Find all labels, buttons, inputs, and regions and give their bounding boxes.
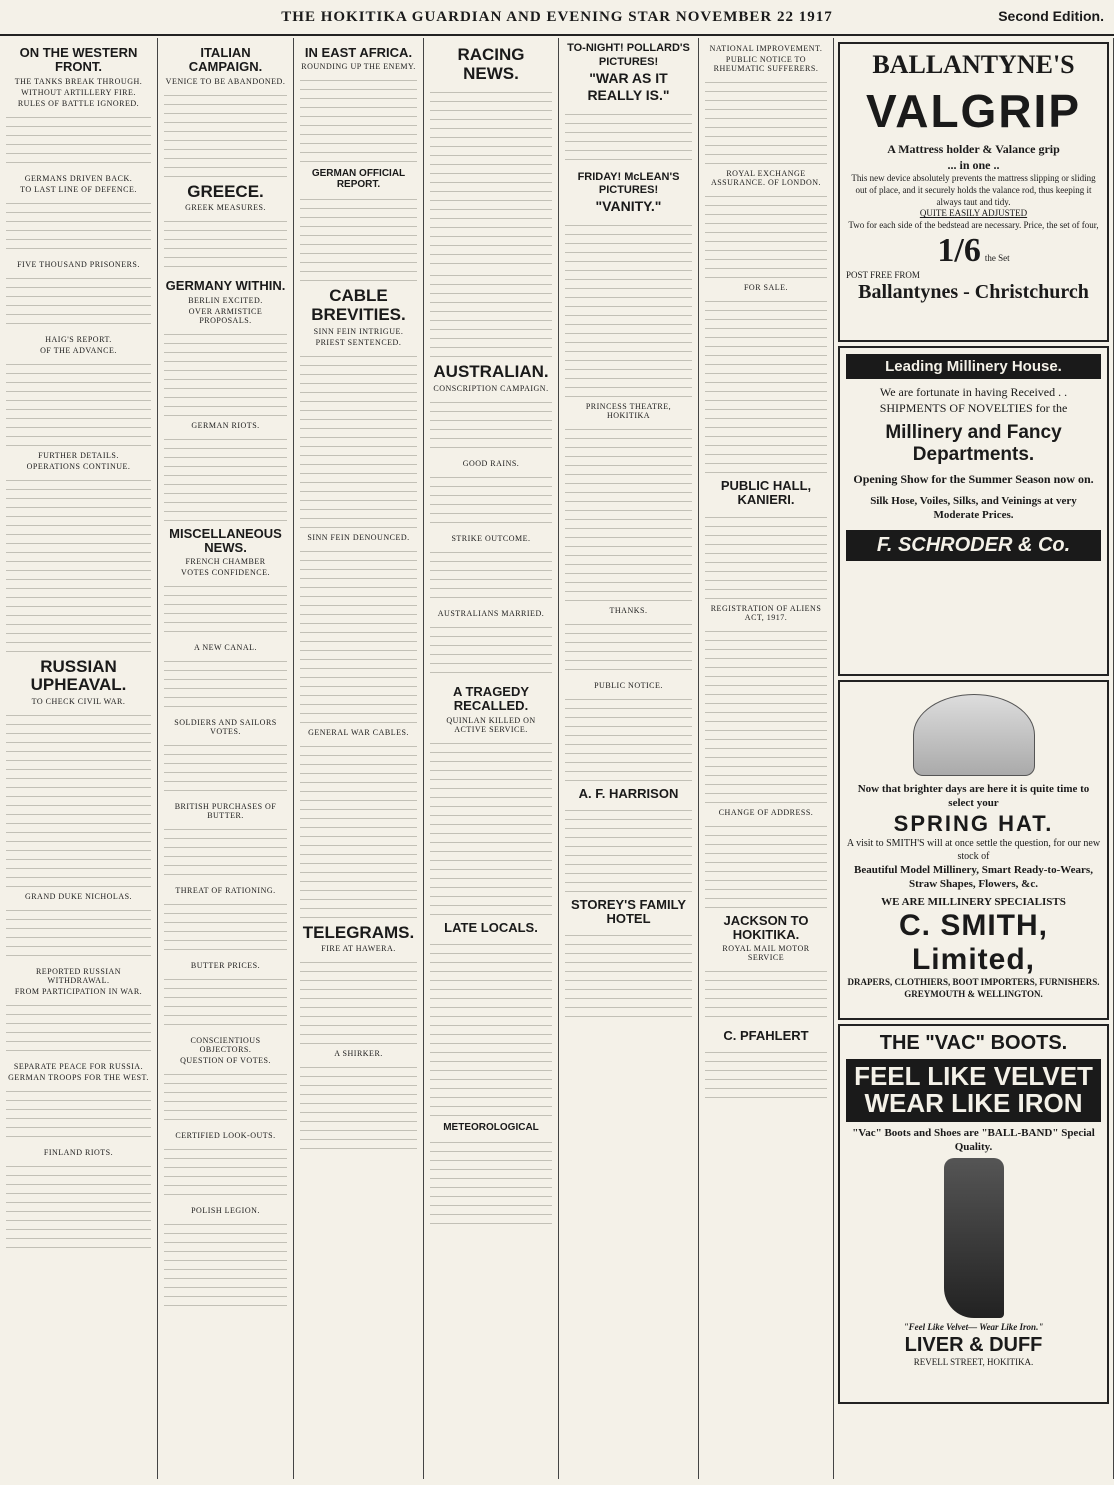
headline-australian: AUSTRALIAN. (433, 362, 549, 382)
column-5 (559, 38, 699, 1479)
article-text (430, 546, 552, 606)
article-text (705, 511, 827, 601)
subhead: GENERAL WAR CABLES. (308, 727, 409, 737)
subhead: GOOD RAINS. (462, 459, 520, 469)
column-2 (158, 38, 294, 1479)
subhead: WITHOUT ARTILLERY FIRE. (21, 87, 136, 97)
headline-western-front: ON THE WESTERN FRONT. (19, 45, 138, 75)
article-text (430, 396, 552, 456)
ad-banner: FEEL LIKE VELVET WEAR LIKE IRON (846, 1059, 1101, 1122)
article-text (565, 219, 692, 399)
article-text (6, 111, 151, 171)
ad-brand: VALGRIP (865, 85, 1082, 137)
article-text (6, 1085, 151, 1145)
article-text (6, 999, 151, 1059)
article-text (705, 1046, 827, 1106)
column-6 (699, 38, 834, 1479)
article-text (300, 193, 417, 283)
headline-jackson: JACKSON TO HOKITIKA. (723, 912, 809, 942)
subhead: FOR SALE. (743, 283, 789, 292)
ad-line: Beautiful Model Millinery, Smart Ready-to-Wears, Straw Shapes, Flowers, &c. (854, 863, 1093, 890)
ad-line: Now that brighter days are here it is quite time to select your (857, 783, 1090, 810)
subhead: REGISTRATION OF ALIENS ACT, 1917. (710, 603, 822, 622)
ad-store: Ballantynes - Christchurch (858, 281, 1089, 304)
headline-germany-within: GERMANY WITHIN. (165, 278, 286, 294)
boot-illustration (944, 1158, 1004, 1318)
ad-address: REVELL STREET, HOKITIKA. (913, 1356, 1034, 1367)
article-text (6, 272, 151, 332)
article-text (705, 76, 827, 166)
subhead: SEPARATE PEACE FOR RUSSIA. (13, 1061, 144, 1071)
subhead: OPERATIONS CONTINUE. (26, 461, 131, 471)
subhead: OVER ARMISTICE PROPOSALS. (188, 306, 263, 325)
headline-harrison: A. F. HARRISON (578, 785, 679, 801)
subhead: SINN FEIN DENOUNCED. (307, 532, 410, 542)
ad-smith (838, 680, 1109, 1020)
subhead: OF THE ADVANCE. (40, 345, 117, 355)
subhead: PRIEST SENTENCED. (315, 337, 402, 347)
subhead: REPORTED RUSSIAN WITHDRAWAL. (35, 966, 122, 985)
ad-subtitle: A Mattress holder & Valance grip (887, 142, 1060, 156)
ad-line: Silk Hose, Voiles, Silks, and Veinings at very Moderate Prices. (870, 494, 1077, 522)
subhead: THE TANKS BREAK THROUGH. (14, 76, 143, 86)
subhead: QUESTION OF VOTES. (180, 1056, 271, 1066)
column-3 (294, 38, 424, 1479)
column-4 (424, 38, 559, 1479)
article-text (705, 295, 827, 475)
subhead: CHANGE OF ADDRESS. (718, 807, 814, 817)
article-text (300, 740, 417, 920)
subhead: FIVE THOUSAND PRISONERS. (17, 259, 140, 269)
article-text (6, 197, 151, 257)
ad-line: Opening Show for the Summer Season now on. (853, 472, 1094, 487)
ad-line: "Vac" Boots and Shoes are "BALL-BAND" Special Quality. (852, 1126, 1095, 1153)
headline-storeys-hotel: STOREY'S FAMILY HOTEL (570, 896, 687, 927)
article-text (430, 269, 552, 359)
headline-late-locals: LATE LOCALS. (444, 919, 538, 935)
cinema-feature: "WAR AS IT REALLY IS." (587, 69, 670, 103)
article-text (164, 739, 287, 799)
subhead: BUTTER PRICES. (190, 961, 261, 971)
article-text (164, 89, 287, 179)
headline-greece: GREECE. (187, 181, 264, 201)
article-text (300, 74, 417, 164)
subhead: PUBLIC NOTICE. (594, 680, 663, 690)
ad-company-name: F. SCHRODER & Co. (846, 530, 1101, 561)
ad-line: We are fortunate in having Received . . (879, 385, 1068, 399)
article-text (6, 904, 151, 964)
headline-misc-news: MISCELLANEOUS NEWS. (169, 525, 282, 555)
ad-post: POST FREE FROM (846, 269, 920, 280)
ad-line: "Feel Like Velvet— Wear Like Iron." (903, 1322, 1044, 1333)
article-text (164, 973, 287, 1033)
subhead: A SHIRKER. (334, 1049, 383, 1059)
subhead: GERMANS DRIVEN BACK. (24, 173, 133, 183)
subhead: NATIONAL IMPROVEMENT. (709, 44, 823, 53)
headline-east-africa: IN EAST AFRICA. (304, 45, 413, 60)
subhead: VENICE TO BE ABANDONED. (165, 76, 286, 86)
article-text (430, 621, 552, 681)
ad-tag: QUITE EASILY ADJUSTED (919, 208, 1028, 219)
ad-body: This new device absolutely prevents the mattress slipping or sliding out of place, and it securely holds the valance rod, thus keeping it always taut and tidy. (851, 173, 1096, 207)
ad-banner: Leading Millinery House. (846, 354, 1101, 379)
column-1 (0, 38, 158, 1479)
subhead: POLISH LEGION. (191, 1206, 260, 1216)
article-text (705, 820, 827, 910)
article-text (164, 655, 287, 715)
headline-cable-brevities: CABLE BREVITIES. (311, 286, 406, 324)
ad-company-name: LIVER & DUFF (904, 1333, 1043, 1356)
subhead: CONSCIENTIOUS OBJECTORS. (190, 1036, 261, 1055)
subhead: CERTIFIED LOOK-OUTS. (175, 1131, 276, 1141)
subhead: ROUNDING UP THE ENEMY. (301, 62, 416, 72)
subhead: GERMAN RIOTS. (191, 420, 260, 430)
subhead: VOTES CONFIDENCE. (181, 568, 270, 578)
article-text (164, 215, 287, 275)
article-text (705, 190, 827, 280)
article-text (164, 328, 287, 418)
ad-heading: BALLANTYNE'S (872, 50, 1075, 79)
cinema-feature: "VANITY." (595, 198, 662, 214)
article-text (164, 898, 287, 958)
cinema-heading: TO-NIGHT! POLLARD'S PICTURES! (567, 42, 690, 68)
subhead: GREEK MEASURES. (185, 203, 266, 213)
edition-label: Second Edition. (998, 8, 1104, 24)
headline-racing-news: RACING NEWS. (457, 45, 525, 83)
cinema-heading: FRIDAY! McLEAN'S PICTURES! (577, 170, 680, 197)
article-text (6, 709, 151, 889)
subhead: FINLAND RIOTS. (43, 1147, 114, 1157)
headline-meteorological: METEOROLOGICAL (443, 1121, 539, 1133)
headline-pfahlert: C. PFAHLERT (723, 1028, 809, 1044)
subhead: SOLDIERS AND SAILORS VOTES. (174, 718, 277, 737)
subhead: FRENCH CHAMBER (185, 557, 266, 567)
article-text (300, 350, 417, 530)
ad-price: 1/6 (937, 231, 981, 269)
article-text (6, 1160, 151, 1250)
subhead: THREAT OF RATIONING. (175, 886, 276, 896)
article-text (565, 423, 692, 603)
ad-heading: THE "VAC" BOOTS. (879, 1032, 1068, 1054)
subhead: ROYAL MAIL MOTOR SERVICE (722, 944, 810, 963)
ad-price-note: Two for each side of the bedstead are necessary. Price, the set of four, (848, 219, 1099, 230)
ad-line: A visit to SMITH'S will at once settle the question, for our new stock of (846, 837, 1101, 862)
subhead: HAIG'S REPORT. (45, 334, 112, 344)
subhead: A NEW CANAL. (194, 643, 257, 653)
hat-illustration (913, 694, 1035, 776)
ad-headline: SPRING HAT. (893, 810, 1054, 836)
subhead: AUSTRALIANS MARRIED. (437, 609, 545, 619)
article-text (300, 956, 417, 1046)
ad-vac-boots (838, 1024, 1109, 1404)
newspaper-title: THE HOKITIKA GUARDIAN AND EVENING STAR NOVEMBER 22 1917 (281, 8, 833, 25)
cinema-ad-pollard (565, 42, 692, 105)
article-text (565, 693, 692, 783)
ad-price-unit: the Set (984, 252, 1010, 263)
headline-telegrams: TELEGRAMS. (302, 922, 415, 942)
ad-company-name: C. SMITH, Limited, (899, 909, 1048, 977)
subhead: STRIKE OUTCOME. (451, 534, 531, 544)
ad-line: WE ARE MILLINERY SPECIALISTS (881, 896, 1066, 909)
article-text (705, 625, 827, 805)
subhead: TO CHECK CIVIL WAR. (31, 696, 126, 706)
subhead: SINN FEIN INTRIGUE. (313, 326, 404, 336)
article-text (430, 938, 552, 1118)
article-text (430, 86, 552, 266)
headline-russian-upheaval: RUSSIAN UPHEAVAL. (30, 656, 127, 695)
headline-italian-campaign: ITALIAN CAMPAIGN. (188, 45, 263, 75)
article-text (6, 474, 151, 654)
cinema-ad-mclean (565, 171, 692, 216)
subhead: PUBLIC NOTICE TO RHEUMATIC SUFFERERS. (713, 55, 819, 73)
subhead: BRITISH PURCHASES OF BUTTER. (174, 802, 277, 821)
subhead: GERMAN TROOPS FOR THE WEST. (8, 1072, 149, 1082)
article-text (164, 433, 287, 523)
article-text (565, 929, 692, 1019)
article-text (164, 823, 287, 883)
subhead: ROYAL EXCHANGE ASSURANCE. OF LONDON. (710, 169, 822, 187)
column-ads (834, 38, 1114, 1479)
headline-tragedy-recalled: A TRAGEDY RECALLED. (452, 684, 530, 714)
subhead: THANKS. (609, 605, 648, 615)
ad-address: DRAPERS, CLOTHIERS, BOOT IMPORTERS, FURNISHERS. GREYMOUTH & WELLINGTON. (847, 977, 1100, 1000)
subhead: BERLIN EXCITED. (188, 295, 263, 305)
article-text (164, 1068, 287, 1128)
ad-ballantyne (838, 42, 1109, 342)
article-text (164, 1143, 287, 1203)
article-text (6, 358, 151, 448)
subhead: GRAND DUKE NICHOLAS. (24, 891, 133, 901)
ad-line: SHIPMENTS OF NOVELTIES for the (879, 400, 1068, 415)
subhead: QUINLAN KILLED ON ACTIVE SERVICE. (446, 715, 536, 734)
headline-public-hall: PUBLIC HALL, KANIERI. (720, 478, 812, 508)
masthead (0, 0, 1114, 36)
subhead: FROM PARTICIPATION IN WAR. (14, 986, 143, 996)
article-text (300, 1061, 417, 1151)
ad-subtitle-2: ... in one .. (947, 157, 1000, 172)
subhead: RULES OF BATTLE IGNORED. (17, 98, 140, 108)
article-text (430, 471, 552, 531)
headline-german-report: GERMAN OFFICIAL REPORT. (311, 168, 406, 191)
article-text (164, 1218, 287, 1308)
article-text (430, 737, 552, 917)
subhead: PRINCESS THEATRE, HOKITIKA (585, 401, 672, 420)
article-text (565, 618, 692, 678)
subhead: TO LAST LINE OF DEFENCE. (20, 184, 137, 194)
article-text (565, 804, 692, 894)
article-text (705, 965, 827, 1025)
subhead: FIRE AT HAWERA. (321, 944, 396, 954)
article-text (164, 580, 287, 640)
subhead: CONSCRIPTION CAMPAIGN. (433, 384, 549, 394)
article-text (430, 1136, 552, 1226)
article-text (300, 545, 417, 725)
article-text (565, 108, 692, 168)
ad-headline: Millinery and Fancy Departments. (885, 422, 1062, 466)
ad-schroeder (838, 346, 1109, 676)
subhead: FURTHER DETAILS. (38, 450, 119, 460)
